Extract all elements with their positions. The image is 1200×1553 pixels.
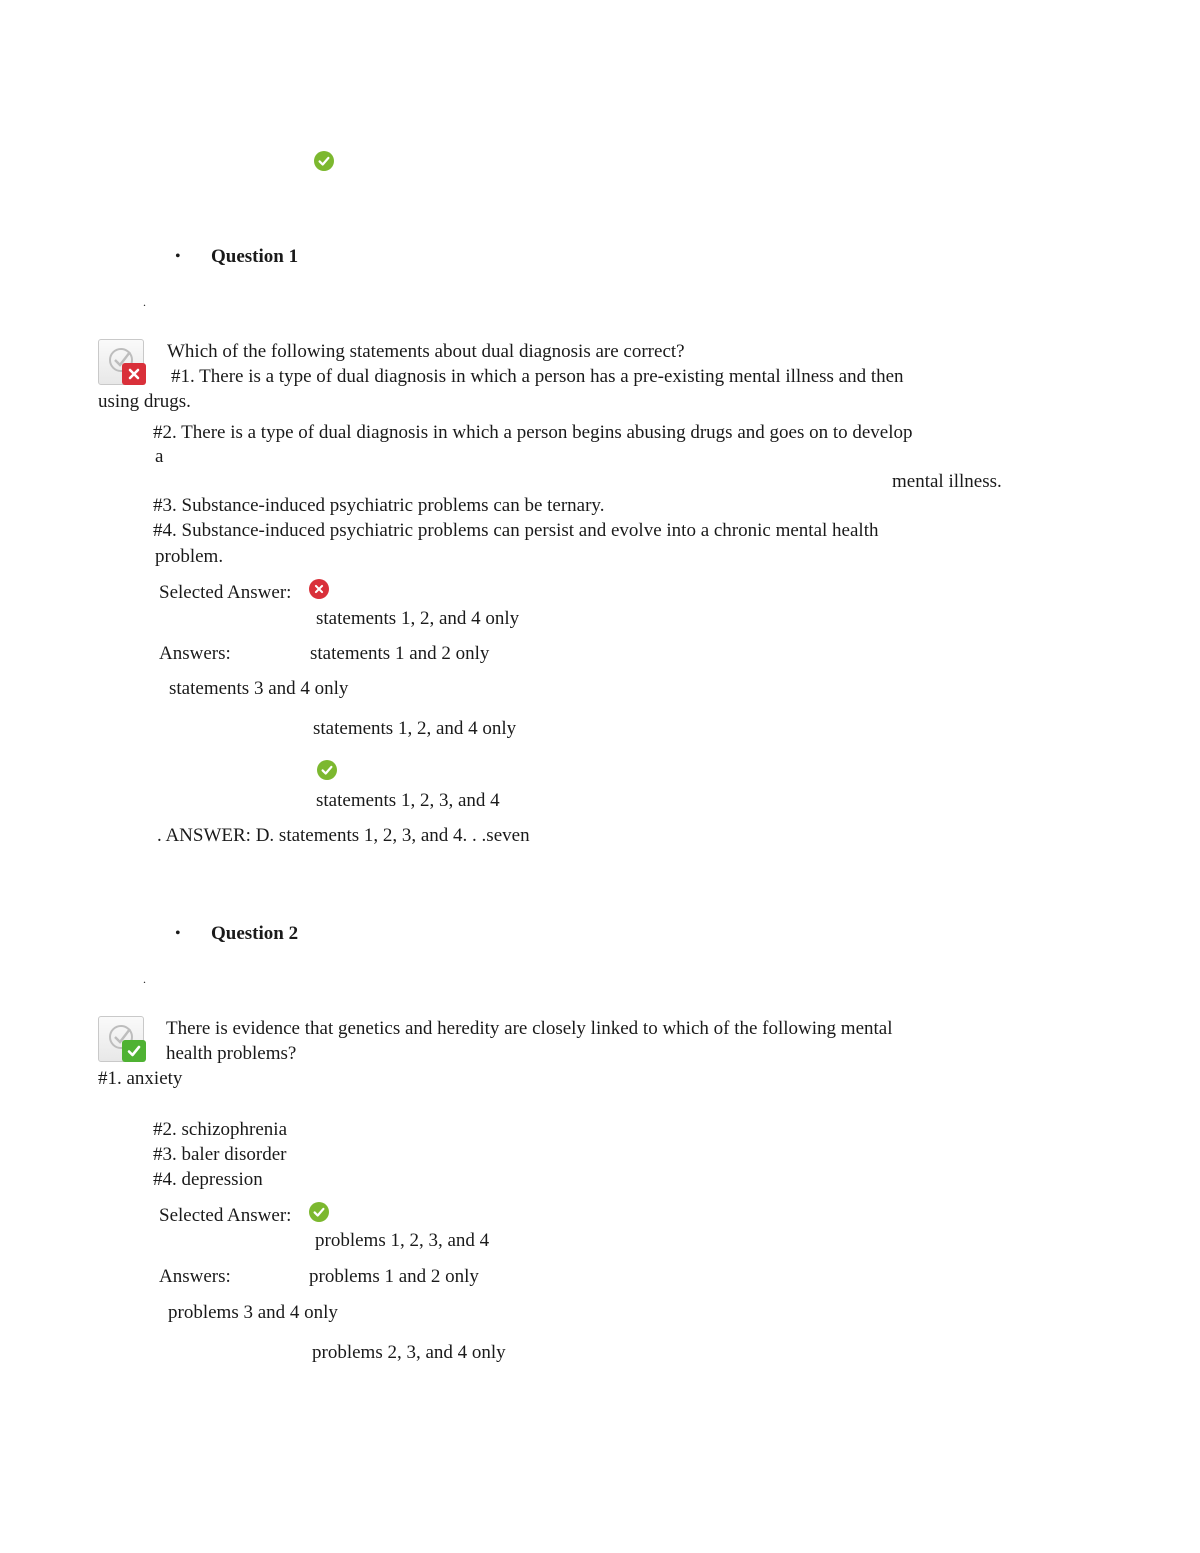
answer-option-correct: statements 1, 2, 3, and 4: [316, 790, 500, 811]
answer-option: statements 3 and 4 only: [169, 678, 349, 699]
check-circle-icon: [317, 760, 337, 780]
statement-2-line2: a: [155, 446, 164, 467]
question-1-prompt: Which of the following statements about dual diagnosis are correct?: [167, 341, 685, 362]
question-2-heading: Question 2: [211, 923, 299, 944]
answers-label: Answers:: [159, 1266, 231, 1287]
question-2-dot: .: [143, 972, 146, 986]
answers-label: Answers:: [159, 643, 231, 664]
question-1-dot: .: [143, 295, 146, 309]
answer-note: . ANSWER: D. statements 1, 2, 3, and 4. . .seven: [157, 825, 530, 846]
x-circle-icon: [309, 579, 329, 599]
statement-3: #3. Substance-induced psychiatric problems can be ternary.: [153, 495, 605, 516]
question-2-prompt-line1: There is evidence that genetics and heredity are closely linked to which of the following mental: [166, 1018, 893, 1039]
question-1-heading: Question 1: [211, 246, 299, 267]
statement-4-line2: problem.: [155, 546, 224, 567]
answer-option: statements 1, 2, and 4 only: [313, 718, 517, 739]
selected-answer-label: Selected Answer:: [159, 582, 292, 603]
statement-2-line3: mental illness.: [892, 471, 1002, 492]
answer-option: problems 2, 3, and 4 only: [312, 1342, 506, 1363]
question-correct-icon: [98, 1014, 150, 1066]
statement-1-line2: using drugs.: [98, 391, 191, 412]
answer-option: statements 1 and 2 only: [310, 643, 490, 664]
answer-option: problems 1 and 2 only: [309, 1266, 479, 1287]
selected-answer-label: Selected Answer:: [159, 1205, 292, 1226]
selected-answer-value: problems 1, 2, 3, and 4: [315, 1230, 490, 1251]
statement-2-line1: #2. There is a type of dual diagnosis in which a person begins abusing drugs and goes on to develop: [153, 422, 913, 443]
problem-2: #2. schizophrenia: [153, 1119, 288, 1140]
problem-3: #3. baler disorder: [153, 1144, 287, 1165]
statement-1-line1: #1. There is a type of dual diagnosis in which a person has a pre-existing mental illness and then: [171, 366, 904, 387]
check-circle-icon: [314, 151, 334, 171]
problem-1: #1. anxiety: [98, 1068, 183, 1089]
check-circle-icon: [309, 1202, 329, 1222]
problem-4: #4. depression: [153, 1169, 263, 1190]
question-2-prompt-line2: health problems?: [166, 1043, 297, 1064]
question-1-bullet: •: [175, 248, 181, 265]
answer-option: problems 3 and 4 only: [168, 1302, 338, 1323]
question-2-bullet: •: [175, 925, 181, 942]
question-incorrect-icon: [98, 337, 150, 389]
statement-4-line1: #4. Substance-induced psychiatric problems can persist and evolve into a chronic mental health: [153, 520, 879, 541]
selected-answer-value: statements 1, 2, and 4 only: [316, 608, 520, 629]
